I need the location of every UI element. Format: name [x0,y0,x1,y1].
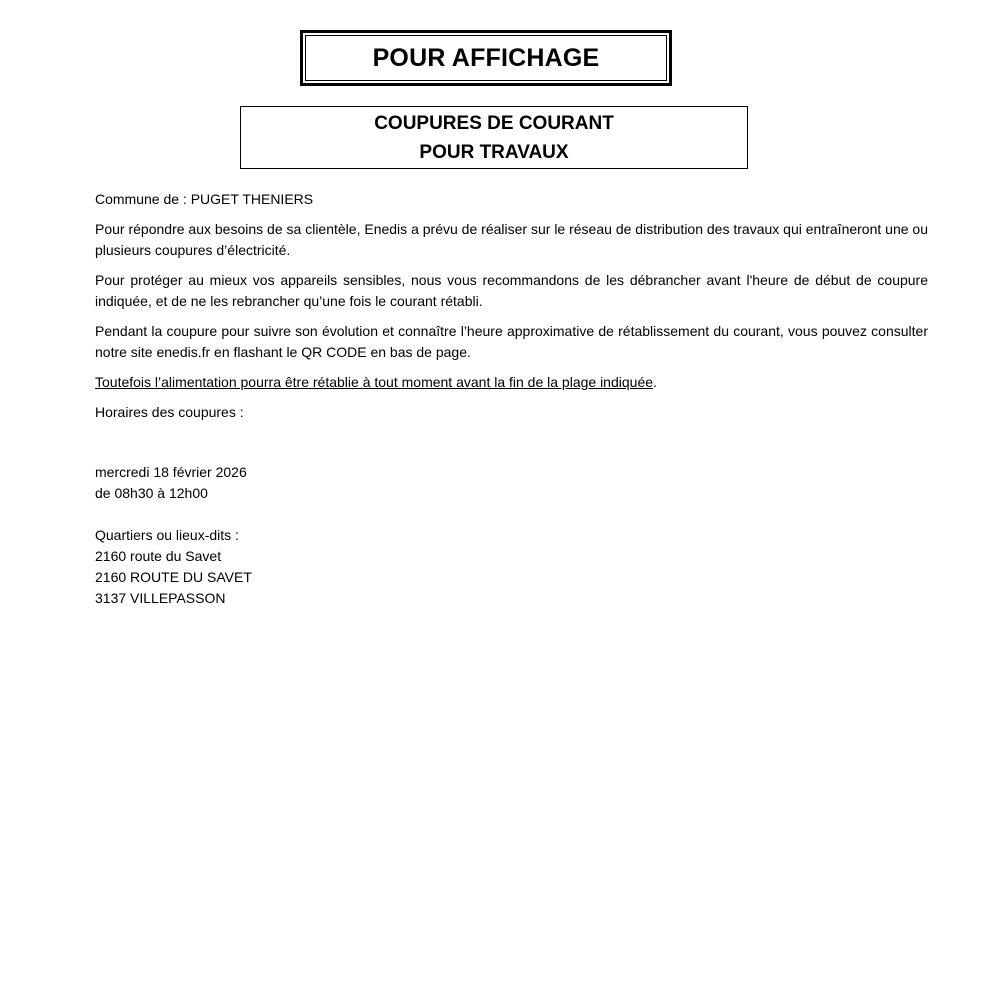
restoration-notice-underlined: Toutefois l’alimentation pourra être rétablie à tout moment avant la fin de la plage indiquée [95,374,654,390]
display-banner-text: POUR AFFICHAGE [305,35,667,81]
location-item: 2160 ROUTE DU SAVET [95,569,252,585]
location-item: 2160 route du Savet [95,548,222,564]
protection-paragraph: Pour protéger au mieux vos appareils sensibles, nous vous recommandons de les débrancher avant l'heure de début de coupure indiquée, et de ne les rebrancher qu’une fois le courant rétabli. [95,272,928,309]
spacer [95,432,928,462]
notice-title-line-1: COUPURES DE COURANT [374,112,614,134]
outage-hours: de 08h30 à 12h00 [95,485,208,501]
commune-line: Commune de : PUGET THENIERS [95,191,314,207]
locations-block [95,525,928,609]
intro-paragraph: Pour répondre aux besoins de sa clientèle, Enedis a prévu de réaliser sur le réseau de distribution des travaux qui entraîneront une ou plusieurs coupures d’électricité. [95,221,928,258]
tracking-paragraph: Pendant la coupure pour suivre son évolution et connaître l’heure approximative de rétablissement du courant, vous pouvez consulter notre site enedis.fr en flashant le QR CODE en bas de page. [95,323,928,360]
schedule-block [95,462,928,504]
restoration-notice-end: . [653,374,657,390]
display-banner [300,30,672,86]
restoration-notice [95,372,928,393]
notice-title-line-2: POUR TRAVAUX [419,141,569,163]
notice-title-box [240,106,748,169]
notice-body [95,189,928,630]
locations-label: Quartiers ou lieux-dits : [95,527,239,543]
outage-date: mercredi 18 février 2026 [95,464,247,480]
schedule-label: Horaires des coupures : [95,404,244,420]
location-item: 3137 VILLEPASSON [95,590,226,606]
